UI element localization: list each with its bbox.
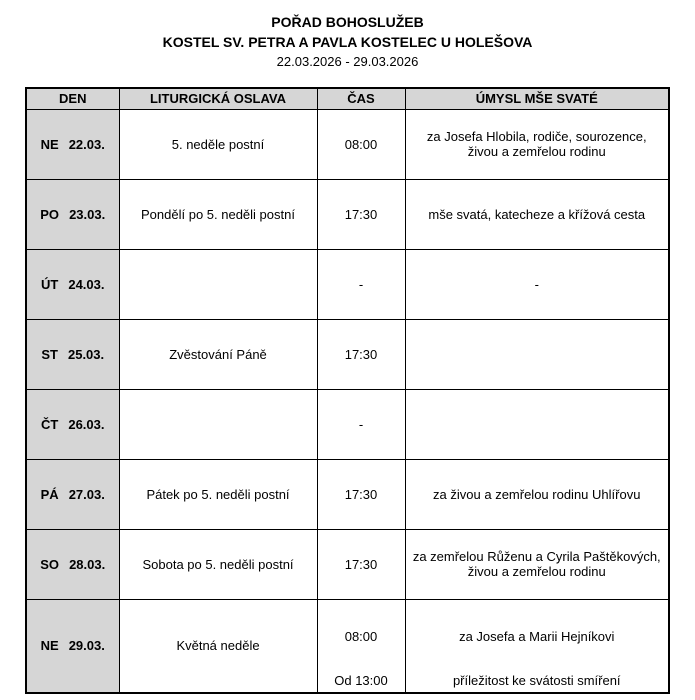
day-date: 28.03. [69, 556, 106, 572]
day-label [33, 137, 113, 152]
day-abbrev: ÚT [41, 276, 59, 292]
time-secondary: Od 13:00 [334, 673, 388, 688]
time-cell: - [317, 249, 405, 319]
column-header-umysl: ÚMYSL MŠE SVATÉ [405, 88, 669, 109]
day-label [33, 487, 113, 502]
intention-secondary: příležitost ke svátosti smíření [452, 673, 621, 688]
table-row [26, 319, 669, 389]
celebration-cell: Zvěstování Páně [119, 319, 317, 389]
day-abbrev: NE [40, 638, 59, 654]
time-cell: 17:30 [317, 529, 405, 599]
column-header-den: DEN [26, 88, 119, 109]
day-cell [26, 179, 119, 249]
time-stack [318, 600, 405, 693]
day-label [33, 347, 113, 362]
time-cell: 17:30 [317, 179, 405, 249]
column-header-liturgicka-oslava: LITURGICKÁ OSLAVA [119, 88, 317, 109]
page-title: POŘAD BOHOSLUŽEB [271, 14, 424, 30]
celebration-cell: Pondělí po 5. neděli postní [119, 179, 317, 249]
intention-cell [405, 389, 669, 459]
table-row [26, 459, 669, 529]
day-cell [26, 389, 119, 459]
date-range: 22.03.2026 - 29.03.2026 [276, 54, 419, 69]
day-abbrev: NE [40, 136, 59, 152]
celebration-cell: Pátek po 5. neděli postní [119, 459, 317, 529]
day-label [33, 277, 113, 292]
day-label [33, 207, 113, 222]
celebration-cell: 5. neděle postní [119, 109, 317, 179]
day-cell [26, 249, 119, 319]
page-subtitle: KOSTEL SV. PETRA A PAVLA KOSTELEC U HOLEŠOVA [162, 34, 533, 50]
day-date: 25.03. [67, 346, 105, 362]
day-label [33, 638, 113, 653]
time-cell: - [317, 389, 405, 459]
time-cell: 17:30 [317, 459, 405, 529]
celebration-cell [119, 389, 317, 459]
time-cell [317, 599, 405, 693]
intention-cell: za Josefa Hlobila, rodiče, sourozence, živou a zemřelou rodinu [405, 109, 669, 179]
day-date: 24.03. [68, 276, 105, 292]
time-cell: 08:00 [317, 109, 405, 179]
document-header [0, 12, 695, 72]
intention-stack [406, 600, 669, 693]
table-row [26, 249, 669, 319]
time-primary: 08:00 [344, 628, 378, 644]
table-row [26, 599, 669, 693]
intention-cell [405, 599, 669, 693]
celebration-cell: Sobota po 5. neděli postní [119, 529, 317, 599]
day-date: 27.03. [68, 486, 105, 502]
day-date: 23.03. [69, 206, 106, 222]
day-cell [26, 109, 119, 179]
day-abbrev: PO [40, 206, 60, 222]
day-date: 26.03. [68, 416, 105, 432]
day-cell [26, 599, 119, 693]
intention-cell: mše svatá, katecheze a křížová cesta [405, 179, 669, 249]
celebration-cell: Květná neděle [119, 599, 317, 693]
day-cell [26, 459, 119, 529]
schedule-table-head [26, 88, 669, 109]
intention-cell: za zemřelou Růženu a Cyrila Paštěkových, živou a zemřelou rodinu [405, 529, 669, 599]
table-row [26, 529, 669, 599]
intention-cell [405, 319, 669, 389]
schedule-table [25, 87, 670, 694]
day-abbrev: ST [41, 346, 58, 362]
day-label [33, 557, 113, 572]
table-row [26, 179, 669, 249]
day-label [33, 417, 113, 432]
table-row [26, 109, 669, 179]
table-row [26, 389, 669, 459]
time-cell: 17:30 [317, 319, 405, 389]
schedule-table-body [26, 109, 669, 693]
column-header-cas: ČAS [317, 88, 405, 109]
day-abbrev: PÁ [40, 486, 59, 502]
day-date: 22.03. [68, 136, 105, 152]
header-row [26, 88, 669, 109]
day-cell [26, 529, 119, 599]
day-abbrev: SO [40, 556, 60, 572]
intention-cell: - [405, 249, 669, 319]
intention-cell: za živou a zemřelou rodinu Uhlířovu [405, 459, 669, 529]
day-date: 29.03. [68, 638, 105, 654]
intention-primary: za Josefa a Marii Hejníkovi [459, 628, 615, 644]
celebration-cell [119, 249, 317, 319]
day-abbrev: ČT [41, 416, 59, 432]
day-cell [26, 319, 119, 389]
